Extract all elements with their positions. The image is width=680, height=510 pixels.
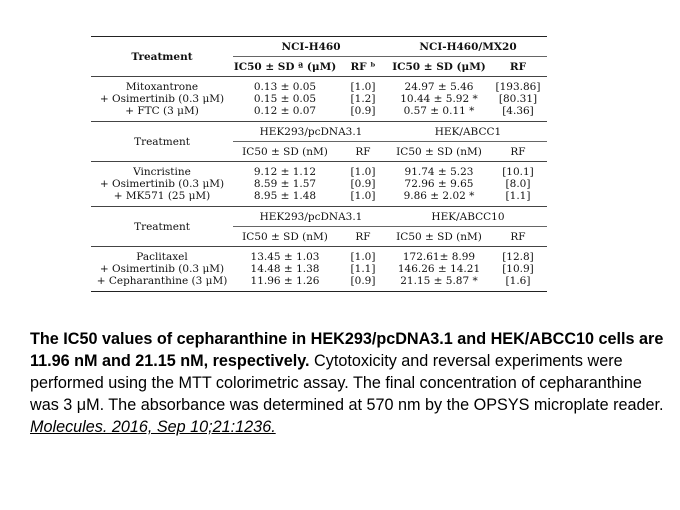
ic50-cell: 8.59 ± 1.57 <box>253 178 317 190</box>
rf-header-2: RF <box>510 145 526 158</box>
rf-cell: [0.9] <box>350 105 376 117</box>
rf-cell: [80.31] <box>498 93 538 105</box>
ic50-cell: 9.86 ± 2.02 * <box>403 190 475 202</box>
caption-headline: The IC50 values of cepharanthine in HEK293/pcDNA3.1 and HEK/ABCC10 cells are 11.96 nM and 21.15 nM, respectively. <box>30 330 664 370</box>
ic50-cell: 14.48 ± 1.38 <box>250 263 320 275</box>
rf-cell: [1.1] <box>350 263 376 275</box>
ic50-cell: 172.61± 8.99 <box>389 247 489 264</box>
treatment-cell: + Osimertinib (0.3 μM) <box>99 263 225 275</box>
table-row <box>91 105 547 122</box>
ic50-cell: 13.45 ± 1.03 <box>233 247 337 264</box>
table-row <box>91 162 547 179</box>
ic50-header-2: IC50 ± SD (nM) <box>396 145 482 158</box>
ic50-cell: 9.12 ± 1.12 <box>233 162 337 179</box>
rf-header-1: RF <box>355 230 371 243</box>
table-row <box>91 275 547 292</box>
table-row <box>91 77 547 94</box>
ic50-cell: 72.96 ± 9.65 <box>404 178 474 190</box>
rf-cell: [10.9] <box>502 263 534 275</box>
treatment-header: Treatment <box>91 122 233 162</box>
ic50-header-2: IC50 ± SD (μM) <box>392 60 486 73</box>
rf-cell: [4.36] <box>502 105 534 117</box>
rf-header-1: RF <box>355 145 371 158</box>
rf-header-2: RF <box>509 60 527 73</box>
figure-caption <box>30 328 670 438</box>
rf-cell: [1.1] <box>505 190 531 202</box>
rf-cell: [12.8] <box>489 247 547 264</box>
rf-header-2: RF <box>510 230 526 243</box>
table-row <box>91 93 547 105</box>
treatment-cell: + FTC (3 μM) <box>125 105 199 117</box>
results-table-container <box>91 36 547 292</box>
ic50-cell: 0.13 ± 0.05 <box>233 77 337 94</box>
cell-line-header-2: HEK/ABCC1 <box>389 122 547 142</box>
treatment-cell: + MK571 (25 μM) <box>113 190 211 202</box>
ic50-cell: 91.74 ± 5.23 <box>389 162 489 179</box>
ic50-cell: 0.12 ± 0.07 <box>253 105 317 117</box>
cell-line-header-1: NCI-H460 <box>233 37 389 57</box>
treatment-header: Treatment <box>91 207 233 247</box>
treatment-cell: + Osimertinib (0.3 μM) <box>99 93 225 105</box>
table-row <box>91 178 547 190</box>
rf-cell: [0.9] <box>350 178 376 190</box>
rf-cell: [193.86] <box>489 77 547 94</box>
rf-cell: [1.6] <box>489 275 547 292</box>
rf-cell: [1.2] <box>350 93 376 105</box>
ic50-header-1: IC50 ± SD (nM) <box>242 230 328 243</box>
ic50-cell: 146.26 ± 14.21 <box>397 263 481 275</box>
ic50-cell: 21.15 ± 5.87 * <box>389 275 489 292</box>
cell-line-header-1: HEK293/pcDNA3.1 <box>233 207 389 227</box>
cell-line-header-2: NCI-H460/MX20 <box>389 37 547 57</box>
rf-cell: [8.0] <box>505 178 531 190</box>
caption-body: Cytotoxicity and reversal experiments were performed using the MTT colorimetric assay. The final concentration of cepharanthine was 3 μM. The absorbance was determined at 570 nm by the OPSYS microplate reader. <box>30 352 664 414</box>
table-row <box>91 190 547 207</box>
rf-cell: [1.0] <box>350 190 376 202</box>
ic50-header-1: IC50 ± SD ª (μM) <box>233 60 337 73</box>
rf-cell: [1.0] <box>337 247 389 264</box>
ic50-cell: 10.44 ± 5.92 * <box>400 93 478 105</box>
rf-cell: [1.0] <box>337 77 389 94</box>
ic50-header-1: IC50 ± SD (nM) <box>242 145 328 158</box>
ic50-cell: 24.97 ± 5.46 <box>389 77 489 94</box>
rf-cell: [10.1] <box>489 162 547 179</box>
treatment-cell: Vincristine <box>91 162 233 179</box>
ic50-table <box>91 36 547 292</box>
ic50-header-2: IC50 ± SD (nM) <box>396 230 482 243</box>
rf-cell: [0.9] <box>337 275 389 292</box>
treatment-header: Treatment <box>91 37 233 77</box>
table-row <box>91 263 547 275</box>
rf-header-1: RF ᵇ <box>350 60 376 73</box>
citation-link[interactable]: Molecules. 2016, Sep 10;21:1236. <box>30 418 276 436</box>
cell-line-header-1: HEK293/pcDNA3.1 <box>233 122 389 142</box>
ic50-cell: 8.95 ± 1.48 <box>253 190 317 202</box>
treatment-cell: + Osimertinib (0.3 μM) <box>99 178 225 190</box>
treatment-cell: Mitoxantrone <box>91 77 233 94</box>
ic50-cell: 0.15 ± 0.05 <box>253 93 317 105</box>
cell-line-header-2: HEK/ABCC10 <box>389 207 547 227</box>
table-row <box>91 247 547 264</box>
treatment-cell: + Cepharanthine (3 μM) <box>91 275 233 292</box>
treatment-cell: Paclitaxel <box>91 247 233 264</box>
rf-cell: [1.0] <box>337 162 389 179</box>
ic50-cell: 11.96 ± 1.26 <box>233 275 337 292</box>
ic50-cell: 0.57 ± 0.11 * <box>403 105 475 117</box>
